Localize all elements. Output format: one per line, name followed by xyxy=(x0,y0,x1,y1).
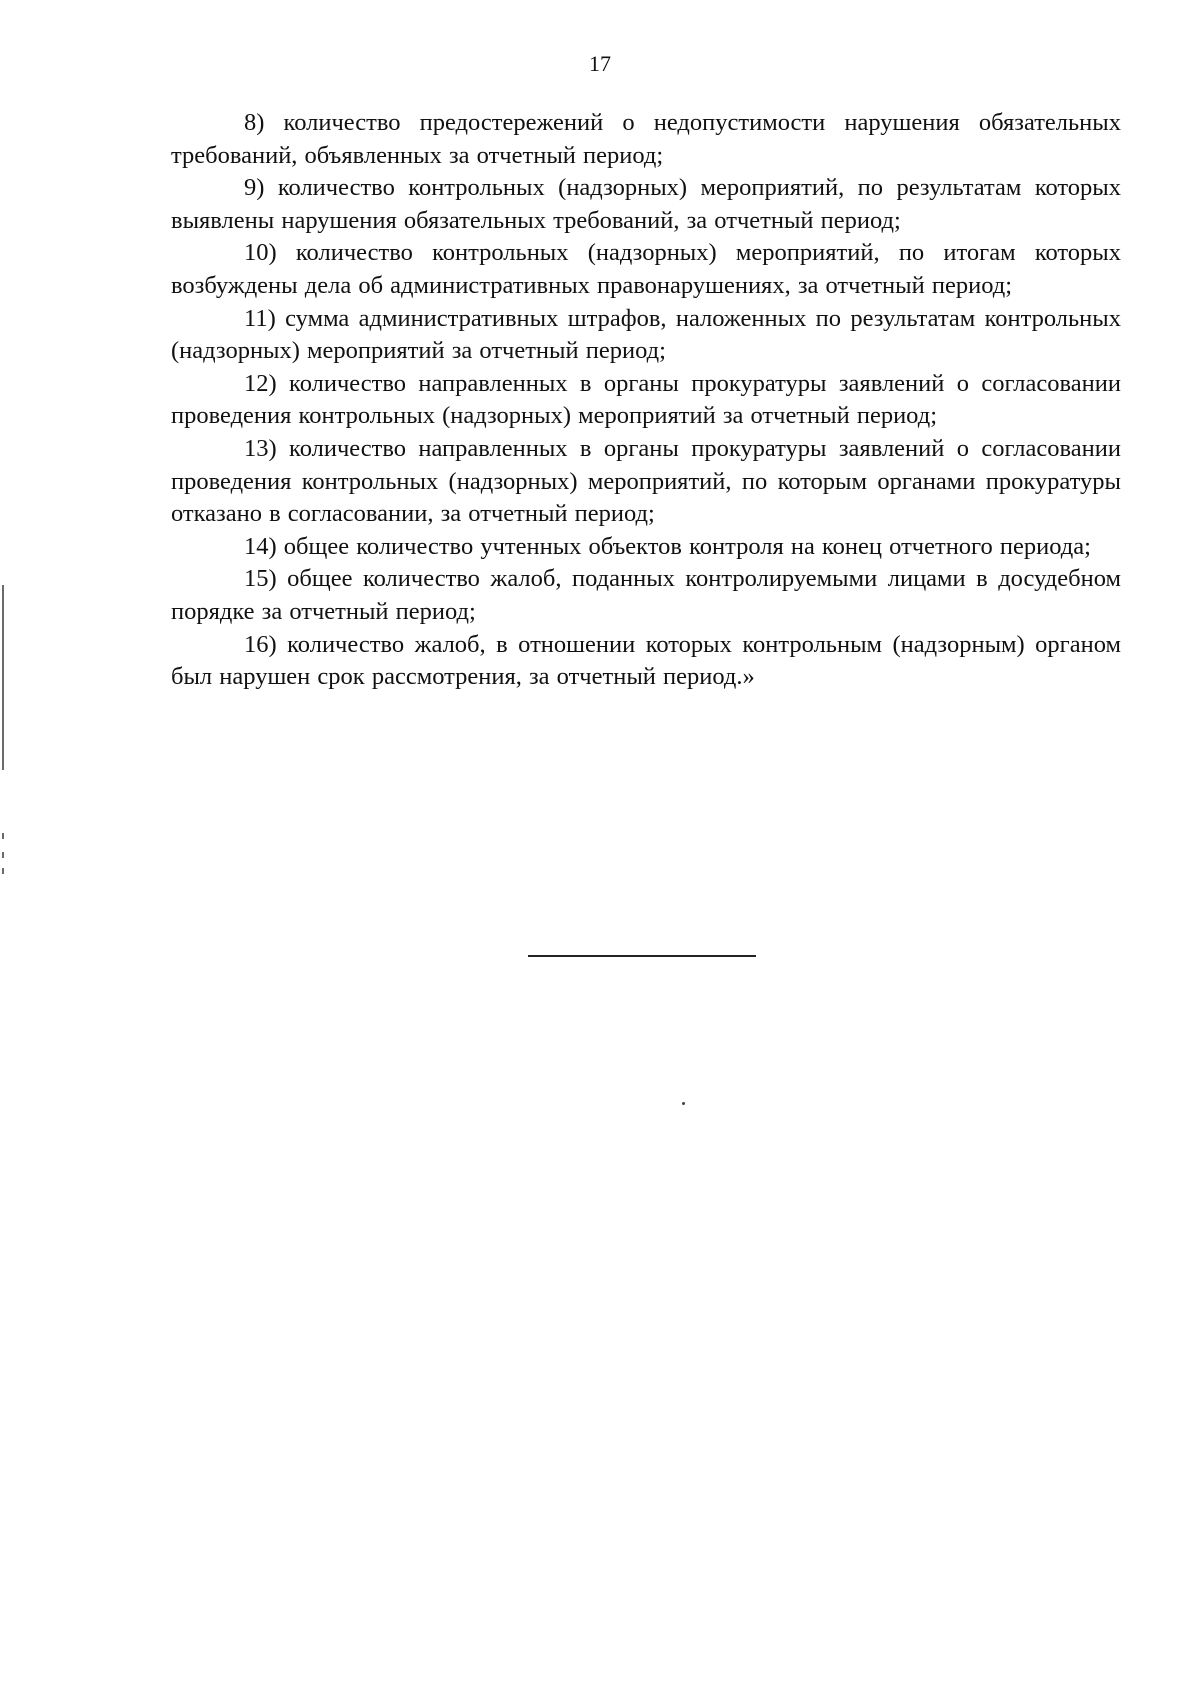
list-item-16: 16) количество жалоб, в отношении которых контрольным (надзорным) органом был нарушен срок рассмотрения, за отчетный период.» xyxy=(171,630,1121,691)
list-item-10: 10) количество контрольных (надзорных) мероприятий, по итогам которых возбуждены дела об административных правонарушениях, за отчетный период; xyxy=(171,239,1121,299)
scan-edge-line xyxy=(2,585,4,770)
list-item-9: 9) количество контрольных (надзорных) мероприятий, по результатам которых выявлены нарушения обязательных требований, за отчетный период; xyxy=(171,174,1121,234)
list-item-15: 15) общее количество жалоб, поданных контролируемыми лицами в досудебном порядке за отчетный период; xyxy=(171,565,1121,625)
scan-edge-mark xyxy=(2,852,4,858)
scan-edge-mark xyxy=(2,833,4,839)
end-separator-line xyxy=(528,955,756,957)
list-item-13: 13) количество направленных в органы прокуратуры заявлений о согласовании проведения контрольных (надзорных) мероприятий, по которым органами прокуратуры отказано в согласовании, за отчетный период; xyxy=(171,434,1121,528)
page-number: 17 xyxy=(589,51,611,76)
list-item-8: 8) количество предостережений о недопустимости нарушения обязательных требований, объявленных за отчетный период; xyxy=(171,109,1121,169)
document-body xyxy=(171,107,1121,694)
list-item-14: 14) общее количество учтенных объектов контроля на конец отчетного периода; xyxy=(244,532,1091,560)
scan-edge-mark xyxy=(2,868,4,874)
scan-speck xyxy=(682,1102,685,1105)
list-item-11: 11) сумма административных штрафов, наложенных по результатам контрольных (надзорных) мероприятий за отчетный период; xyxy=(171,304,1121,365)
list-item-12: 12) количество направленных в органы прокуратуры заявлений о согласовании проведения контрольных (надзорных) мероприятий за отчетный период; xyxy=(171,369,1121,430)
